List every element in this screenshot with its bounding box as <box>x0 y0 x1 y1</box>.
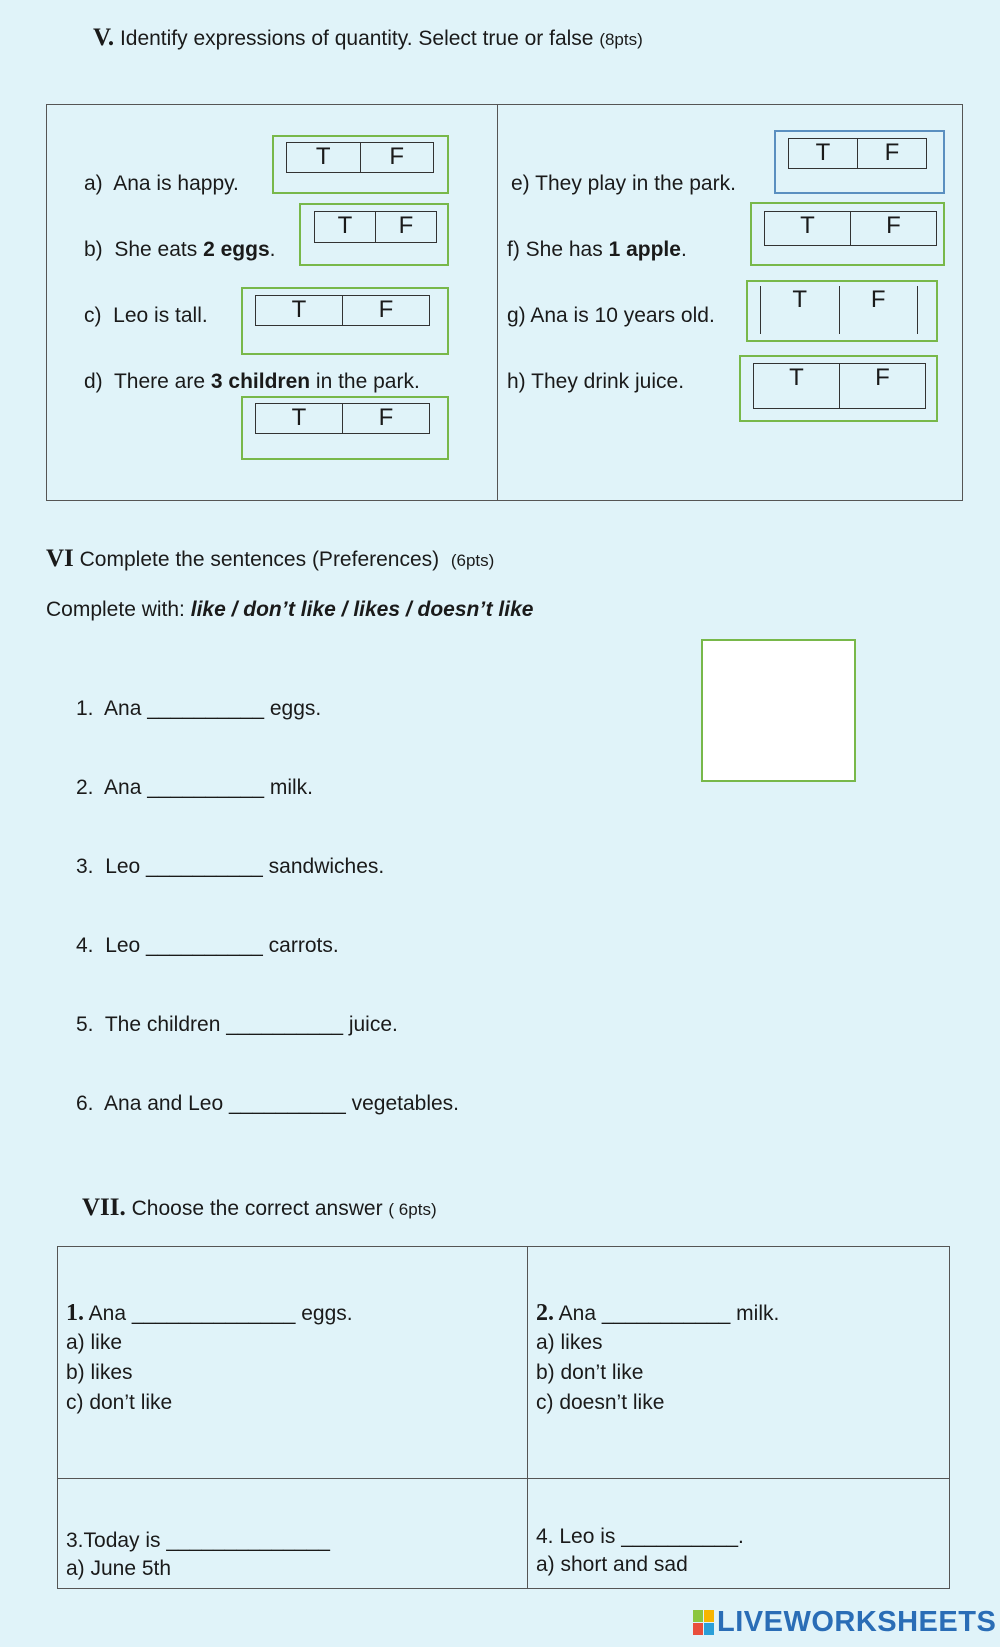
section5-title: Identify expressions of quantity. Select true or false <box>119 27 594 50</box>
tf-box-d <box>241 396 449 460</box>
section6-points: (6pts) <box>450 551 495 570</box>
q4-stem: 4. Leo is __________. <box>536 1525 744 1548</box>
item-c-letter: c) <box>84 304 102 327</box>
sentence-4 <box>76 934 339 958</box>
item-a-letter: a) <box>84 172 103 195</box>
section5-points: (8pts) <box>599 30 643 49</box>
item-d-bold: 3 children <box>210 370 311 393</box>
item-d-post: in the park. <box>310 370 420 393</box>
liveworksheets-logo-icon <box>693 1610 714 1635</box>
tf-box-e <box>774 130 945 194</box>
item-a <box>84 172 239 196</box>
item-b-bold: 2 eggs <box>203 238 270 261</box>
q2-stem: Ana ___________ milk. <box>554 1302 780 1325</box>
false-option-b[interactable]: F <box>375 212 436 242</box>
item-f-pre: f) She has <box>507 238 609 261</box>
section5-divider <box>497 104 498 501</box>
false-option-d[interactable]: F <box>342 404 429 433</box>
tf-box-a <box>272 135 449 194</box>
q1-num: 1. <box>66 1300 84 1326</box>
tf-pair-c <box>255 295 430 326</box>
section7-roman: VII. <box>82 1194 126 1221</box>
sentence-3-num: 3. <box>76 855 94 878</box>
section7-heading <box>82 1194 437 1222</box>
item-e <box>511 172 736 196</box>
q1-option-b[interactable]: b) likes <box>66 1361 133 1384</box>
sentence-2 <box>76 776 313 800</box>
drop-box[interactable] <box>701 639 856 782</box>
sentence-1 <box>76 697 321 721</box>
q1-option-a[interactable]: a) like <box>66 1331 123 1354</box>
instruction-prefix: Complete with: <box>46 598 191 621</box>
item-b-pre: She eats <box>114 238 204 261</box>
question-3 <box>66 1529 330 1581</box>
section5-heading <box>93 24 643 52</box>
sentence-2-num: 2. <box>76 776 94 799</box>
tf-pair-f <box>764 211 937 246</box>
tf-box-f <box>750 202 945 266</box>
q1-option-c[interactable]: c) don’t like <box>66 1391 173 1414</box>
q2-num: 2. <box>536 1300 554 1326</box>
q3-option-a[interactable]: a) June 5th <box>66 1557 172 1580</box>
q4-option-a[interactable]: a) short and sad <box>536 1553 688 1576</box>
tf-pair-a <box>286 142 434 173</box>
section6-instruction <box>46 598 533 622</box>
item-g-text: g) Ana is 10 years old. <box>507 304 715 327</box>
tf-pair-g <box>760 286 918 334</box>
false-option-e[interactable]: F <box>857 139 926 168</box>
section6-title: Complete the sentences (Preferences) <box>79 548 440 571</box>
sentence-1-num: 1. <box>76 697 94 720</box>
tf-box-g <box>746 280 938 342</box>
item-c-text: Leo is tall. <box>113 304 208 327</box>
item-g <box>507 304 715 328</box>
sentence-6 <box>76 1092 459 1116</box>
sentence-5-text: The children __________ juice. <box>104 1013 398 1036</box>
item-a-text: Ana is happy. <box>113 172 239 195</box>
false-option-a[interactable]: F <box>360 143 434 172</box>
section7-points: ( 6pts) <box>388 1200 437 1219</box>
true-option-e[interactable]: T <box>815 139 831 166</box>
item-e-text: e) They play in the park. <box>511 172 736 195</box>
true-option-a[interactable]: T <box>315 143 331 170</box>
item-h <box>507 370 684 394</box>
true-option-g[interactable]: T <box>792 286 808 313</box>
section6-roman: VI <box>46 545 74 572</box>
item-b-letter: b) <box>84 238 103 261</box>
section5-roman: V. <box>93 24 115 51</box>
item-f-bold: 1 apple <box>608 238 681 261</box>
section6-heading <box>46 545 494 573</box>
q2-option-c[interactable]: c) doesn’t like <box>536 1391 665 1414</box>
sentence-6-text: Ana and Leo __________ vegetables. <box>104 1092 460 1115</box>
false-option-g[interactable]: F <box>839 286 918 334</box>
instruction-words: like / don’t like / likes / doesn’t like <box>190 598 534 621</box>
section7-vdivider <box>527 1246 528 1589</box>
item-h-text: h) They drink juice. <box>507 370 685 393</box>
item-d <box>84 370 420 394</box>
item-c <box>84 304 208 328</box>
false-option-f[interactable]: F <box>850 212 936 245</box>
sentence-5-num: 5. <box>76 1013 94 1036</box>
false-option-c[interactable]: F <box>342 296 429 325</box>
question-2 <box>536 1300 779 1415</box>
item-f <box>507 238 687 262</box>
q3-stem: 3.Today is ______________ <box>66 1529 330 1552</box>
liveworksheets-logo <box>693 1606 996 1639</box>
item-d-letter: d) <box>84 370 103 393</box>
item-b-post: . <box>269 238 276 261</box>
sentence-1-text: Ana __________ eggs. <box>104 697 322 720</box>
item-d-pre: There are <box>113 370 211 393</box>
tf-box-h <box>739 355 938 422</box>
section7-hdivider <box>57 1478 950 1479</box>
sentence-2-text: Ana __________ milk. <box>104 776 314 799</box>
true-option-c[interactable]: T <box>291 296 307 323</box>
question-4 <box>536 1525 744 1577</box>
item-b <box>84 238 275 262</box>
true-option-b[interactable]: T <box>337 212 353 239</box>
false-option-h[interactable]: F <box>839 364 925 408</box>
tf-box-c <box>241 287 449 355</box>
sentence-3-text: Leo __________ sandwiches. <box>105 855 385 878</box>
liveworksheets-brand: LIVEWORKSHEETS <box>717 1606 997 1638</box>
sentence-4-text: Leo __________ carrots. <box>105 934 339 957</box>
tf-pair-b <box>314 211 437 243</box>
true-option-h[interactable]: T <box>789 364 804 391</box>
sentence-4-num: 4. <box>76 934 94 957</box>
tf-box-b <box>299 203 449 266</box>
q1-stem: Ana ______________ eggs. <box>84 1302 353 1325</box>
true-option-d[interactable]: T <box>291 404 307 431</box>
tf-pair-e <box>788 138 927 169</box>
tf-pair-d <box>255 403 430 434</box>
sentence-5 <box>76 1013 398 1037</box>
sentence-6-num: 6. <box>76 1092 94 1115</box>
q2-option-b[interactable]: b) don’t like <box>536 1361 644 1384</box>
question-1 <box>66 1300 353 1415</box>
sentence-3 <box>76 855 384 879</box>
true-option-f[interactable]: T <box>800 212 815 239</box>
item-f-post: . <box>680 238 687 261</box>
q2-option-a[interactable]: a) likes <box>536 1331 603 1354</box>
section7-title: Choose the correct answer <box>131 1197 383 1220</box>
tf-pair-h <box>753 363 926 409</box>
